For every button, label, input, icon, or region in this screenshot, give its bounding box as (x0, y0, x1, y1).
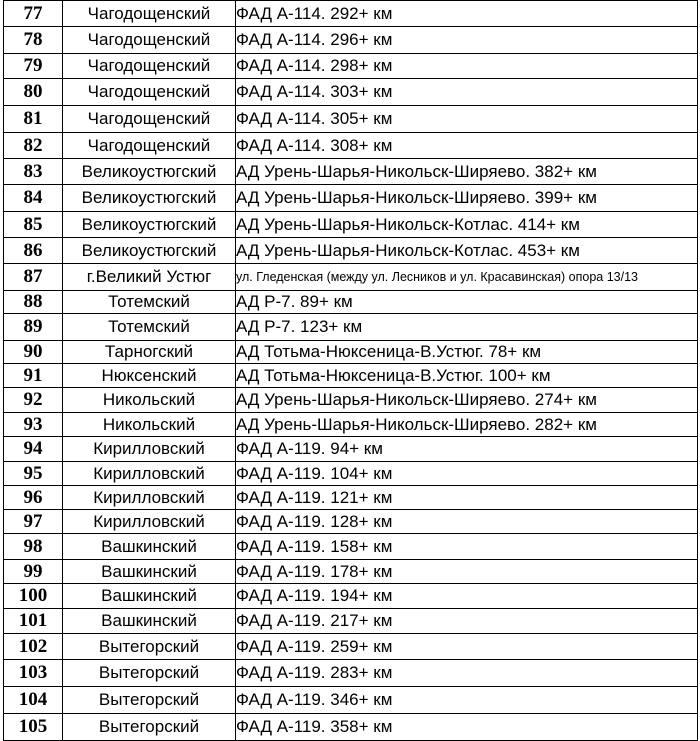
table-row (4, 609, 698, 634)
location-cell: АД Р-7. 89+ км (236, 291, 698, 314)
district-cell: Великоустюгский (63, 238, 236, 264)
row-number: 88 (4, 291, 63, 314)
row-number: 85 (4, 212, 63, 238)
location-cell: АД Тотьма-Нюксеница-В.Устюг. 78+ км (236, 341, 698, 364)
table-row (4, 212, 698, 238)
row-number: 93 (4, 413, 63, 437)
location-cell: ФАД А-119. 158+ км (236, 534, 698, 560)
location-cell: АД Урень-Шарья-Никольск-Ширяево. 282+ км (236, 413, 698, 437)
district-cell: Чагодощенский (63, 79, 236, 106)
district-cell: Никольский (63, 413, 236, 437)
location-cell: ФАД А-114. 308+ км (236, 133, 698, 159)
location-cell: ФАД А-119. 217+ км (236, 609, 698, 634)
location-cell: ул. Гледенская (между ул. Лесников и ул. Красавинская) опора 13/13 (236, 264, 698, 291)
table-row (4, 364, 698, 388)
location-cell: ФАД А-119. 128+ км (236, 510, 698, 534)
district-cell: Чагодощенский (63, 1, 236, 27)
location-cell: ФАД А-119. 121+ км (236, 486, 698, 510)
district-cell: Тотемский (63, 314, 236, 341)
row-number: 102 (4, 634, 63, 660)
row-number: 82 (4, 133, 63, 159)
row-number: 89 (4, 314, 63, 341)
district-cell: Вытегорский (63, 660, 236, 687)
table-row (4, 437, 698, 462)
row-number: 84 (4, 185, 63, 212)
table-row (4, 314, 698, 341)
location-cell: ФАД А-114. 305+ км (236, 106, 698, 133)
location-cell: АД Урень-Шарья-Никольск-Ширяево. 382+ км (236, 159, 698, 185)
district-cell: Вытегорский (63, 634, 236, 660)
location-cell: ФАД А-119. 94+ км (236, 437, 698, 462)
district-cell: Тарногский (63, 341, 236, 364)
row-number: 96 (4, 486, 63, 510)
row-number: 86 (4, 238, 63, 264)
table-row (4, 341, 698, 364)
table-row (4, 462, 698, 486)
table-row (4, 79, 698, 106)
table-row (4, 634, 698, 660)
row-number: 98 (4, 534, 63, 560)
location-cell: АД Р-7. 123+ км (236, 314, 698, 341)
table-row (4, 54, 698, 79)
table-row (4, 238, 698, 264)
camera-location-table (3, 0, 698, 741)
row-number: 90 (4, 341, 63, 364)
row-number: 101 (4, 609, 63, 634)
row-number: 80 (4, 79, 63, 106)
row-number: 100 (4, 584, 63, 609)
district-cell: Великоустюгский (63, 212, 236, 238)
row-number: 99 (4, 560, 63, 584)
district-cell: Кирилловский (63, 462, 236, 486)
row-number: 79 (4, 54, 63, 79)
district-cell: Великоустюгский (63, 159, 236, 185)
row-number: 105 (4, 714, 63, 741)
district-cell: Вытегорский (63, 687, 236, 714)
location-cell: АД Тотьма-Нюксеница-В.Устюг. 100+ км (236, 364, 698, 388)
district-cell: Вашкинский (63, 609, 236, 634)
district-cell: Вашкинский (63, 584, 236, 609)
table-body (4, 1, 698, 741)
location-cell: ФАД А-114. 296+ км (236, 27, 698, 54)
row-number: 92 (4, 388, 63, 413)
table-row (4, 264, 698, 291)
row-number: 104 (4, 687, 63, 714)
location-cell: АД Урень-Шарья-Никольск-Котлас. 414+ км (236, 212, 698, 238)
table-row (4, 388, 698, 413)
location-cell: ФАД А-114. 292+ км (236, 1, 698, 27)
district-cell: Тотемский (63, 291, 236, 314)
district-cell: Чагодощенский (63, 106, 236, 133)
row-number: 83 (4, 159, 63, 185)
location-cell: АД Урень-Шарья-Никольск-Котлас. 453+ км (236, 238, 698, 264)
district-cell: Кирилловский (63, 486, 236, 510)
location-cell: ФАД А-119. 358+ км (236, 714, 698, 741)
table-row (4, 159, 698, 185)
table-row (4, 687, 698, 714)
row-number: 78 (4, 27, 63, 54)
table-row (4, 486, 698, 510)
table-row (4, 413, 698, 437)
location-cell: ФАД А-119. 194+ км (236, 584, 698, 609)
row-number: 94 (4, 437, 63, 462)
location-cell: АД Урень-Шарья-Никольск-Ширяево. 399+ км (236, 185, 698, 212)
district-cell: Кирилловский (63, 437, 236, 462)
table-row (4, 584, 698, 609)
location-cell: АД Урень-Шарья-Никольск-Ширяево. 274+ км (236, 388, 698, 413)
row-number: 91 (4, 364, 63, 388)
district-cell: Нюксенский (63, 364, 236, 388)
district-cell: Чагодощенский (63, 27, 236, 54)
district-cell: Вытегорский (63, 714, 236, 741)
district-cell: Чагодощенский (63, 133, 236, 159)
table-row (4, 1, 698, 27)
table-row (4, 510, 698, 534)
row-number: 95 (4, 462, 63, 486)
row-number: 97 (4, 510, 63, 534)
location-cell: ФАД А-119. 104+ км (236, 462, 698, 486)
row-number: 87 (4, 264, 63, 291)
location-cell: ФАД А-119. 346+ км (236, 687, 698, 714)
row-number: 81 (4, 106, 63, 133)
location-cell: ФАД А-119. 283+ км (236, 660, 698, 687)
district-cell: г.Великий Устюг (63, 264, 236, 291)
table-row (4, 291, 698, 314)
table-row (4, 660, 698, 687)
district-cell: Чагодощенский (63, 54, 236, 79)
row-number: 77 (4, 1, 63, 27)
location-cell: ФАД А-119. 178+ км (236, 560, 698, 584)
district-cell: Никольский (63, 388, 236, 413)
district-cell: Великоустюгский (63, 185, 236, 212)
row-number: 103 (4, 660, 63, 687)
location-cell: ФАД А-114. 303+ км (236, 79, 698, 106)
location-cell: ФАД А-119. 259+ км (236, 634, 698, 660)
location-cell: ФАД А-114. 298+ км (236, 54, 698, 79)
table-row (4, 560, 698, 584)
table-row (4, 27, 698, 54)
table-row (4, 133, 698, 159)
district-cell: Вашкинский (63, 560, 236, 584)
table-row (4, 534, 698, 560)
district-cell: Кирилловский (63, 510, 236, 534)
district-cell: Вашкинский (63, 534, 236, 560)
table-row (4, 106, 698, 133)
table-row (4, 185, 698, 212)
table-row (4, 714, 698, 741)
